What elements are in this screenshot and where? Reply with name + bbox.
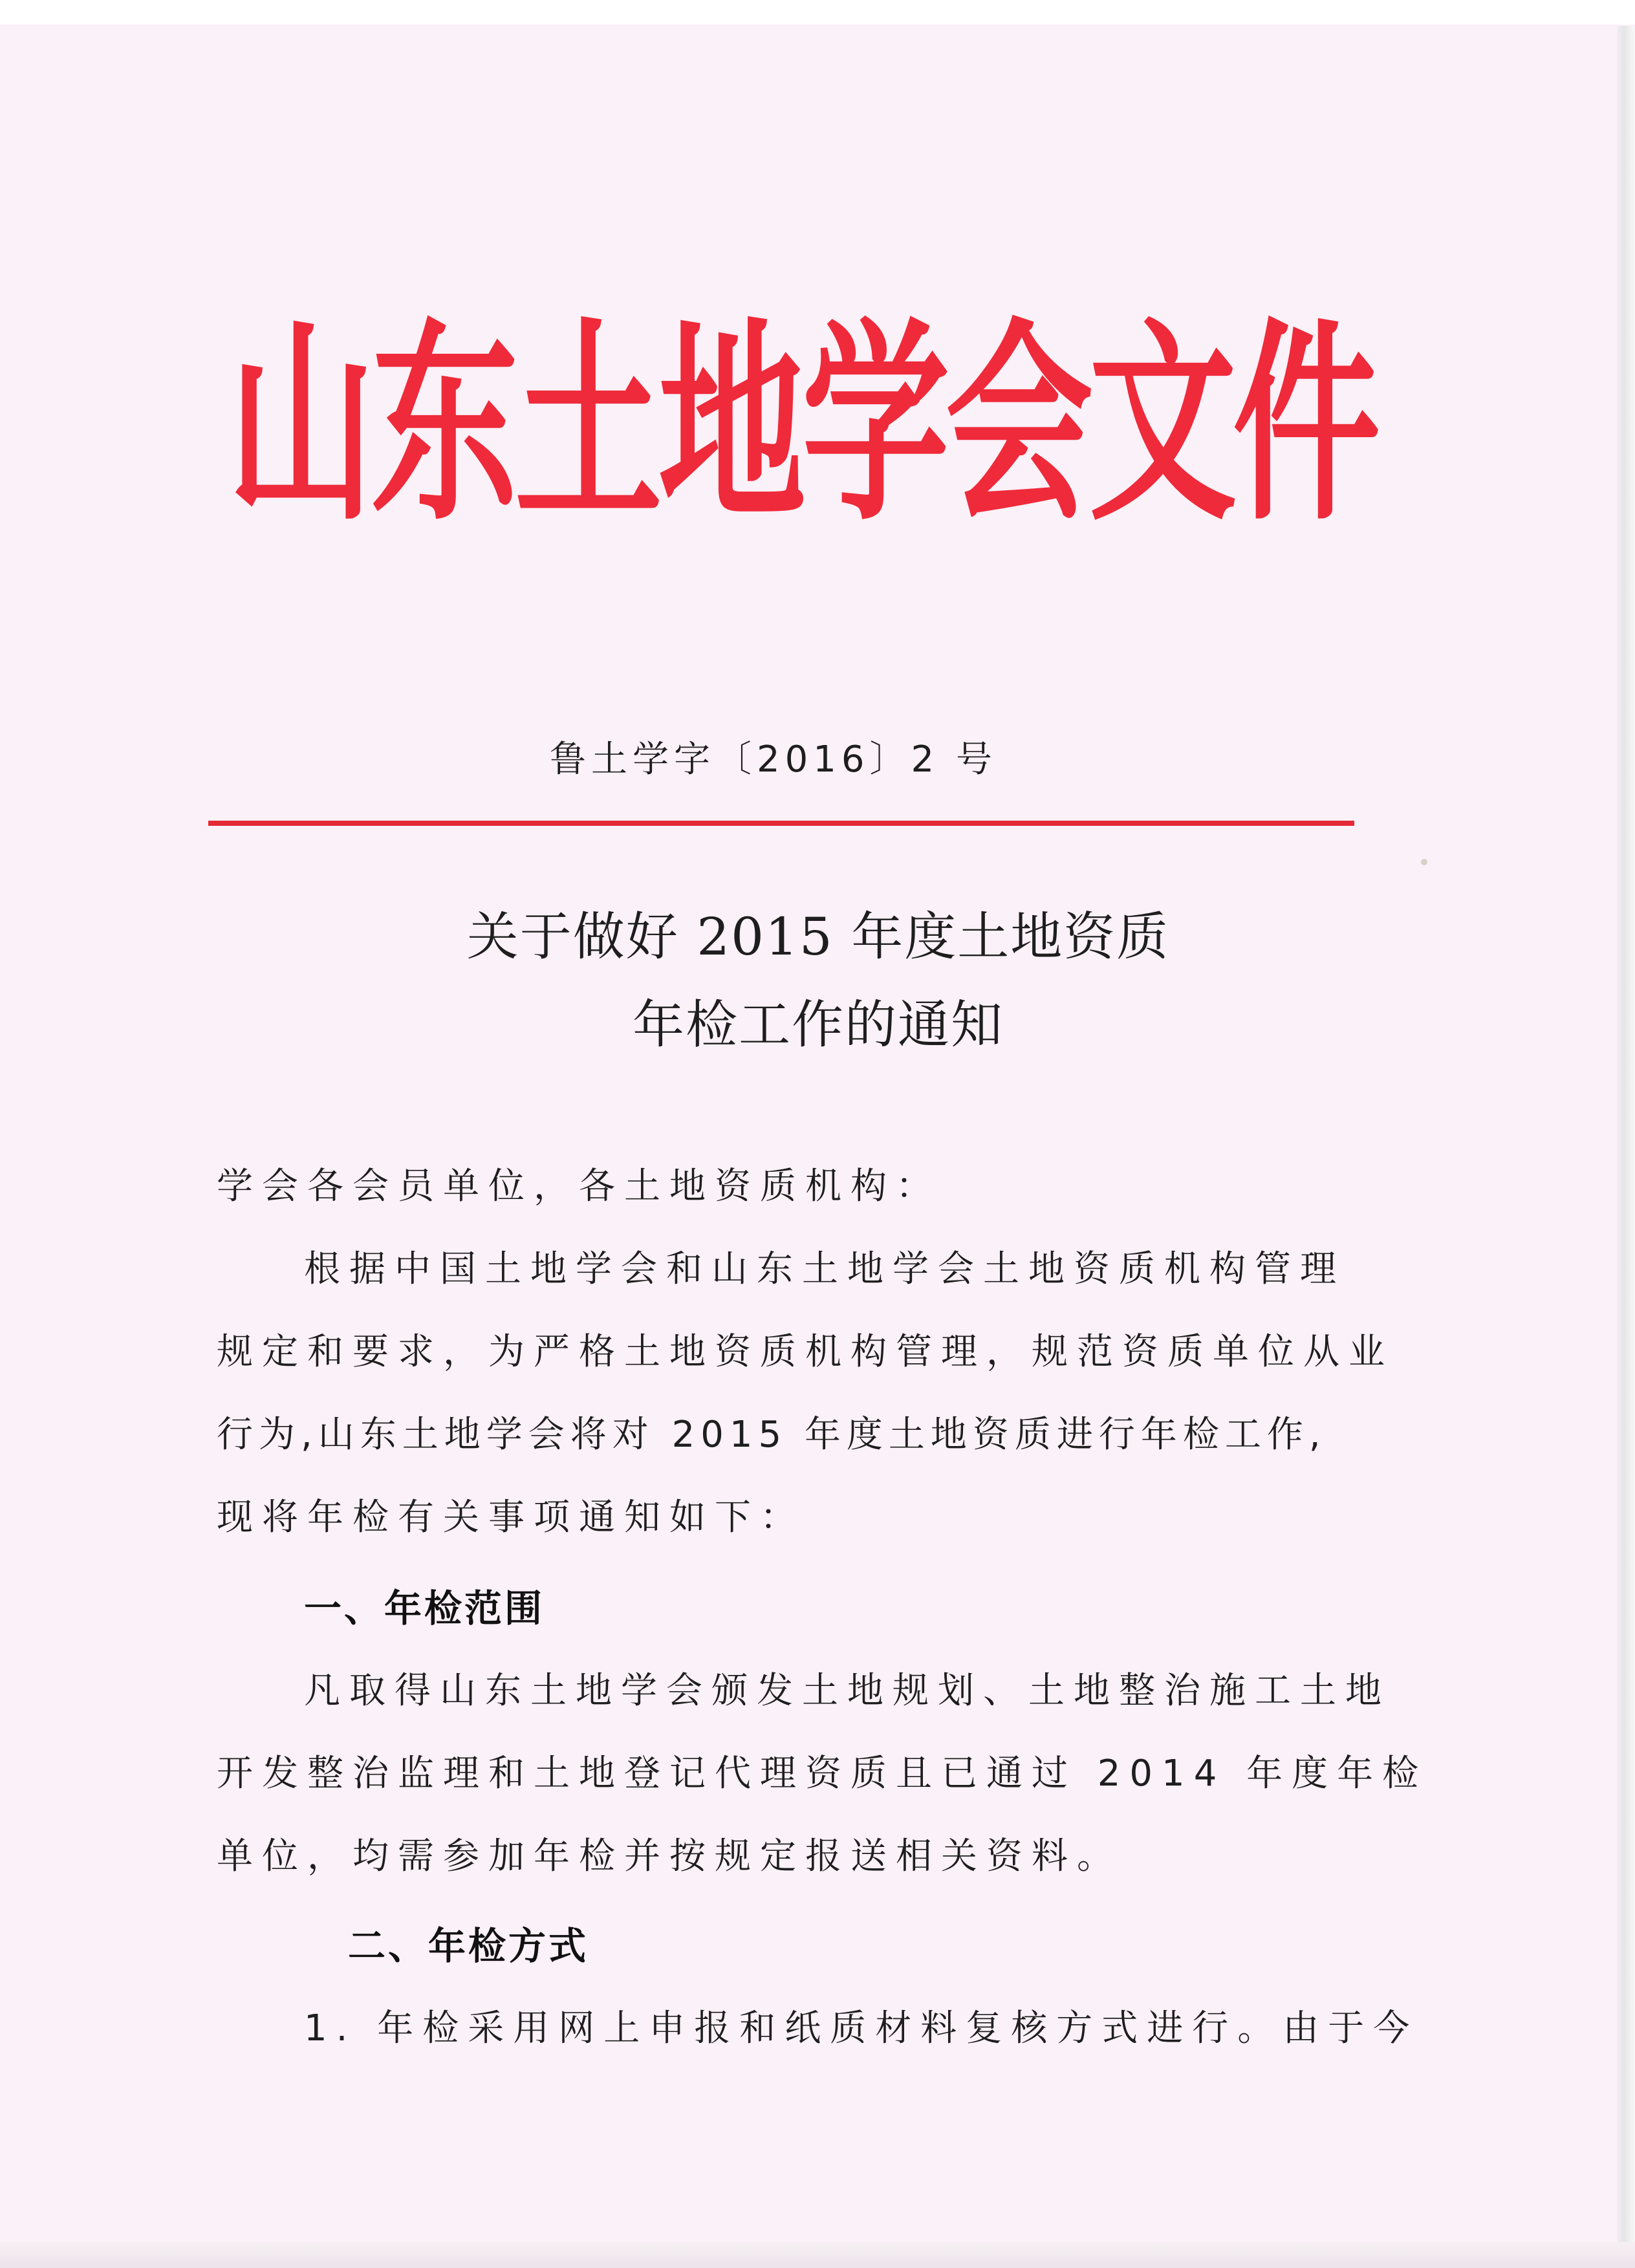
section-1-heading: 一、年检范围 <box>304 1586 545 1630</box>
document-number: 鲁土学字〔2016〕2 号 <box>550 739 997 781</box>
red-divider-rule <box>208 821 1354 826</box>
body-line: 单位，均需参加年检并按规定报送相关资料。 <box>217 1835 1122 1877</box>
body-line: 现将年检有关事项通知如下： <box>217 1496 805 1539</box>
notice-title-line-2: 年检工作的通知 <box>633 995 1004 1055</box>
masthead-title: 山东土地学会文件 <box>228 297 1376 550</box>
notice-title-line-1: 关于做好 2015 年度土地资质 <box>466 907 1170 967</box>
body-line: 行为,山东土地学会将对 2015 年度土地资质进行年检工作, <box>217 1414 1326 1456</box>
scan-bottom-margin <box>0 2242 1635 2268</box>
body-line: 1. 年检采用网上申报和纸质材料复核方式进行。由于今 <box>304 2007 1419 2049</box>
body-line: 凡取得山东土地学会颁发土地规划、土地整治施工土地 <box>304 1670 1391 1712</box>
scan-speck <box>1421 859 1427 865</box>
scan-top-margin <box>0 0 1635 25</box>
scan-right-margin <box>1617 26 1635 2268</box>
body-line: 开发整治监理和土地登记代理资质且已通过 2014 年度年检 <box>217 1753 1428 1795</box>
salutation: 学会各会员单位，各土地资质机构： <box>217 1165 941 1207</box>
body-line: 规定和要求，为严格土地资质机构管理，规范资质单位从业 <box>217 1331 1394 1373</box>
body-line: 根据中国土地学会和山东土地学会土地资质机构管理 <box>304 1248 1345 1290</box>
section-2-heading: 二、年检方式 <box>348 1924 589 1968</box>
